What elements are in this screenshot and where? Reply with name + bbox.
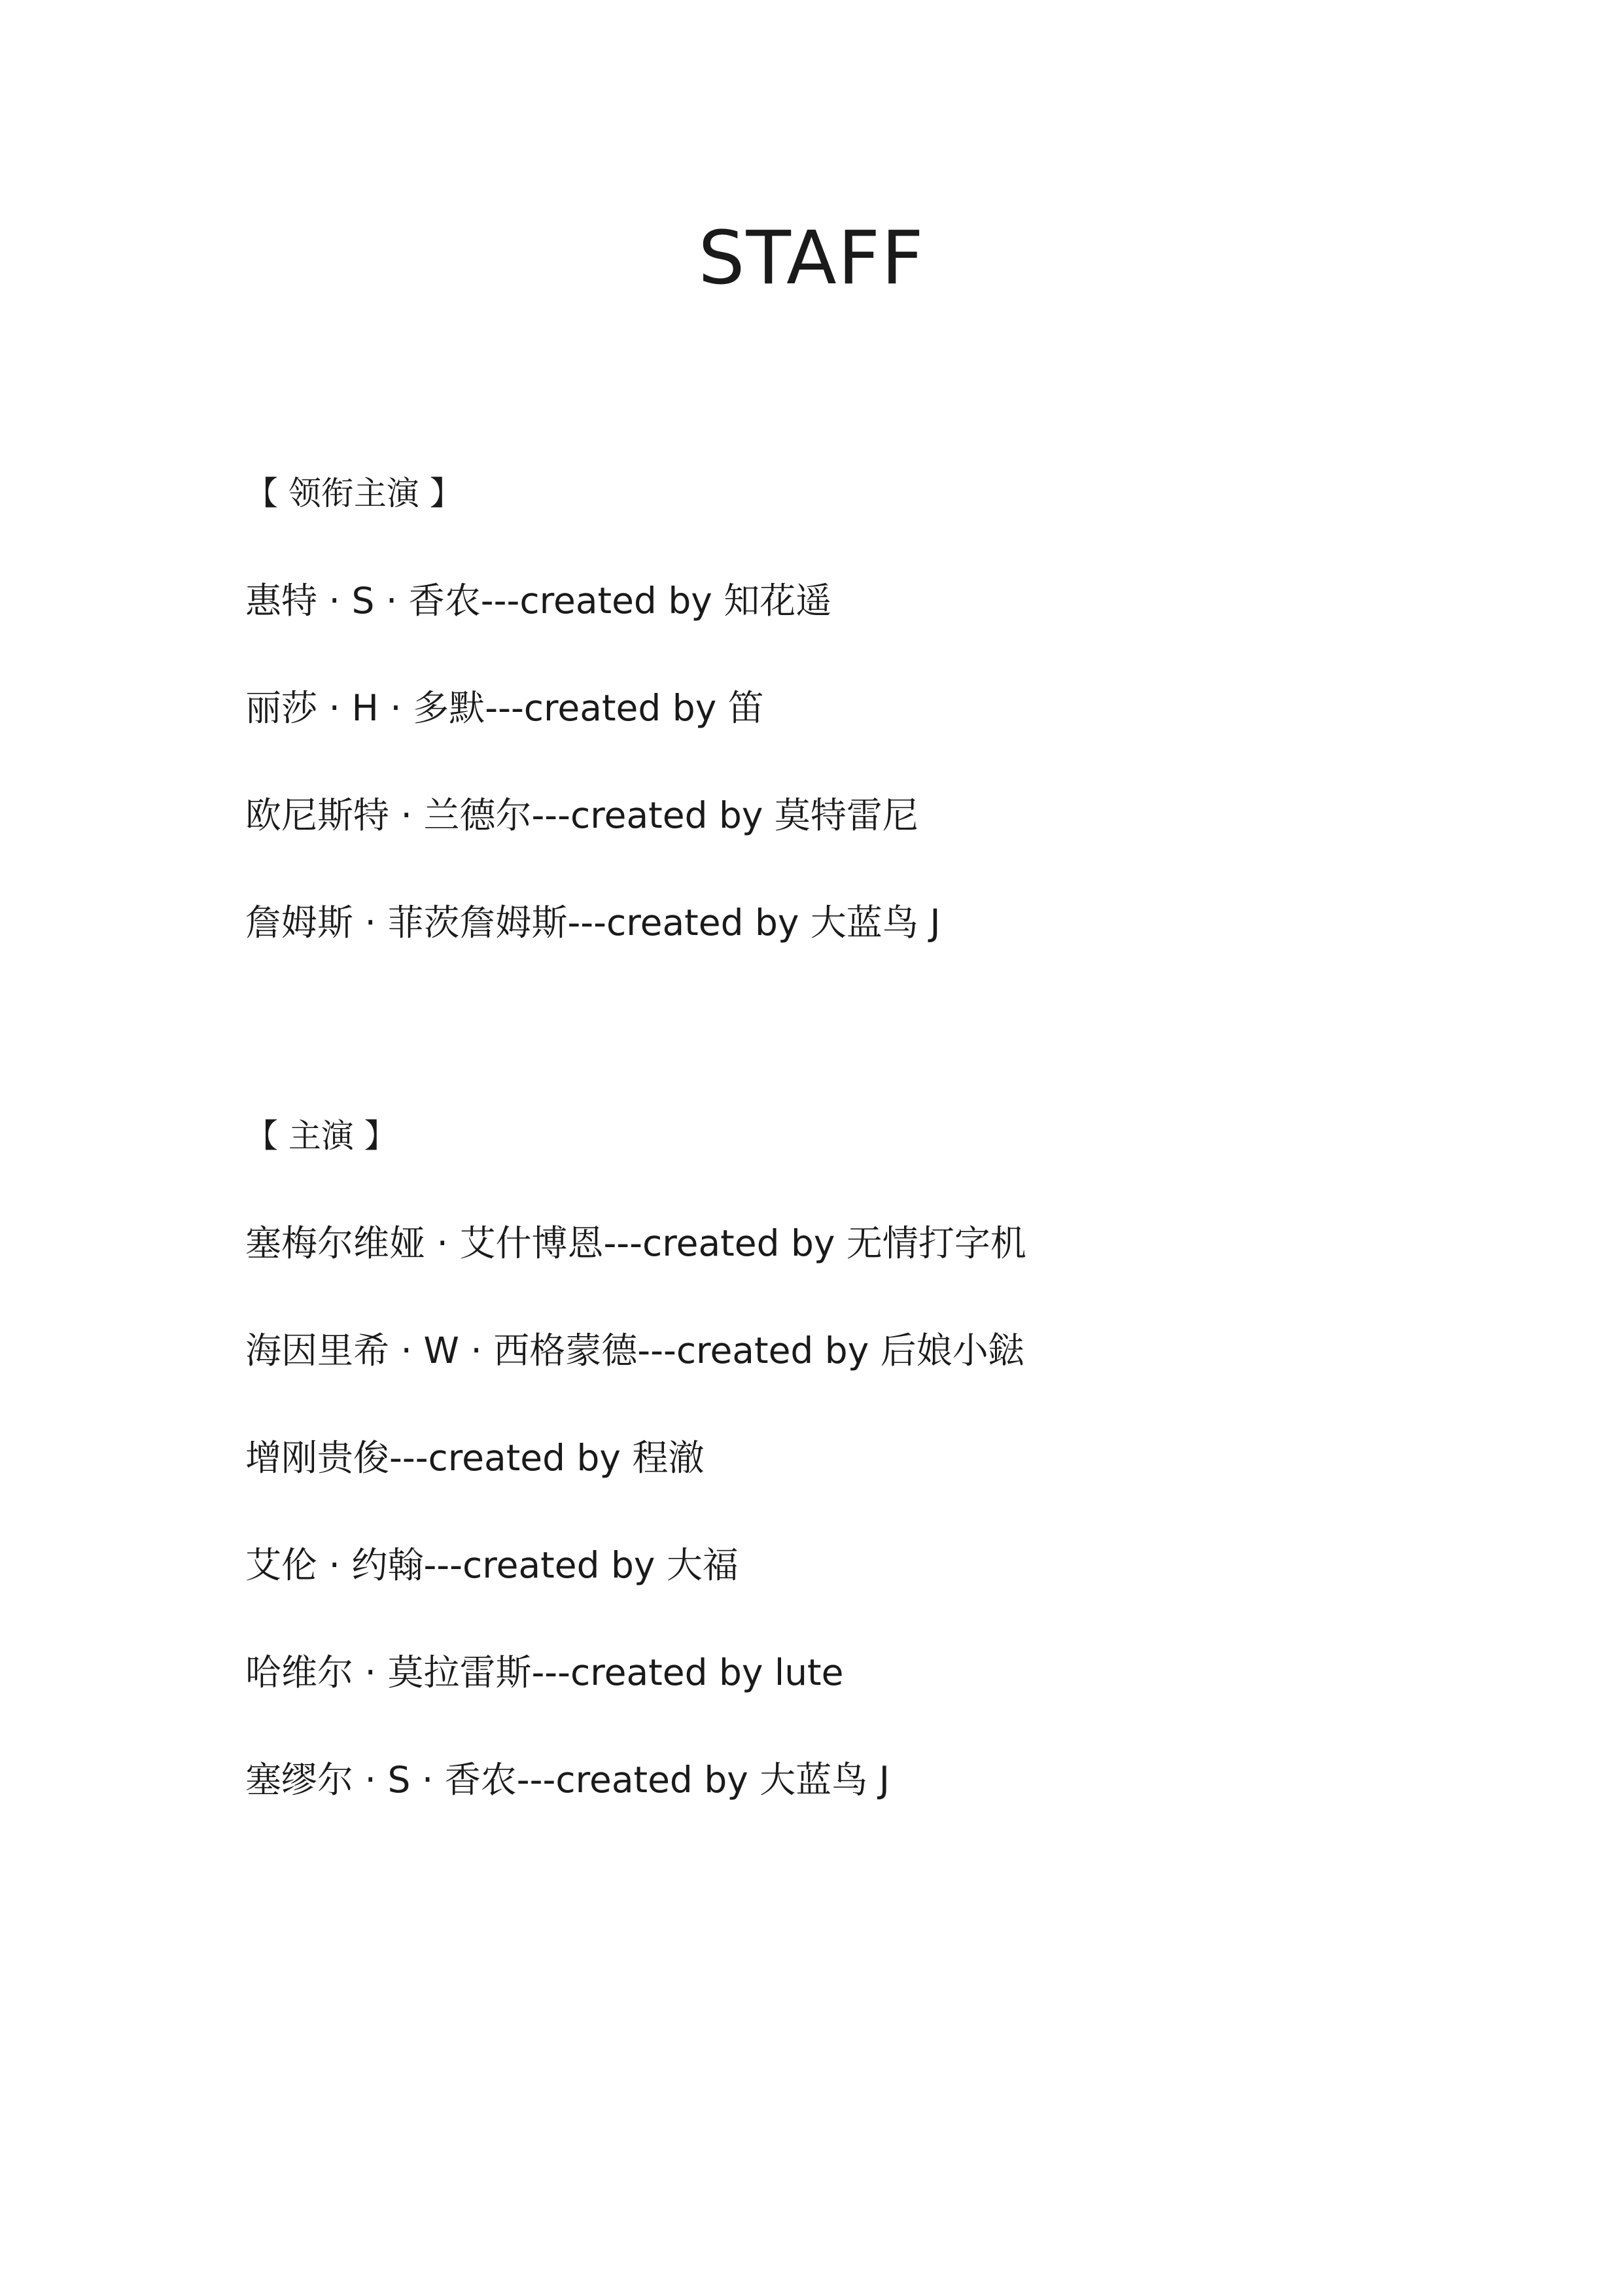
- staff-entry: 詹姆斯 · 菲茨詹姆斯---created by 大蓝鸟 J: [245, 902, 941, 944]
- staff-entry: 塞缪尔 · S · 香农---created by 大蓝鸟 J: [245, 1759, 890, 1801]
- page-title: STAFF: [698, 216, 925, 301]
- staff-entry: 丽莎 · H · 多默---created by 笛: [245, 687, 764, 729]
- section-lead-cast: [245, 467, 1554, 949]
- section-heading: 【 领衔主演 】: [245, 474, 462, 512]
- staff-entry: 哈维尔 · 莫拉雷斯---created by lute: [245, 1651, 844, 1693]
- staff-entry: 欧尼斯特 · 兰德尔---created by 莫特雷尼: [245, 794, 918, 836]
- staff-entry: 惠特 · S · 香农---created by 知花遥: [245, 580, 832, 622]
- section-main-cast: [245, 1110, 1554, 1806]
- staff-entry: 海因里希 · W · 西格蒙德---created by 后娘小鍅: [245, 1330, 1024, 1371]
- staff-entry: 艾伦 · 约翰---created by 大福: [245, 1544, 739, 1586]
- staff-entry: 塞梅尔维娅 · 艾什博恩---created by 无情打字机: [245, 1222, 1026, 1264]
- section-heading: 【 主演 】: [245, 1117, 397, 1155]
- staff-entry: 增刚贵俊---created by 程澈: [245, 1437, 705, 1479]
